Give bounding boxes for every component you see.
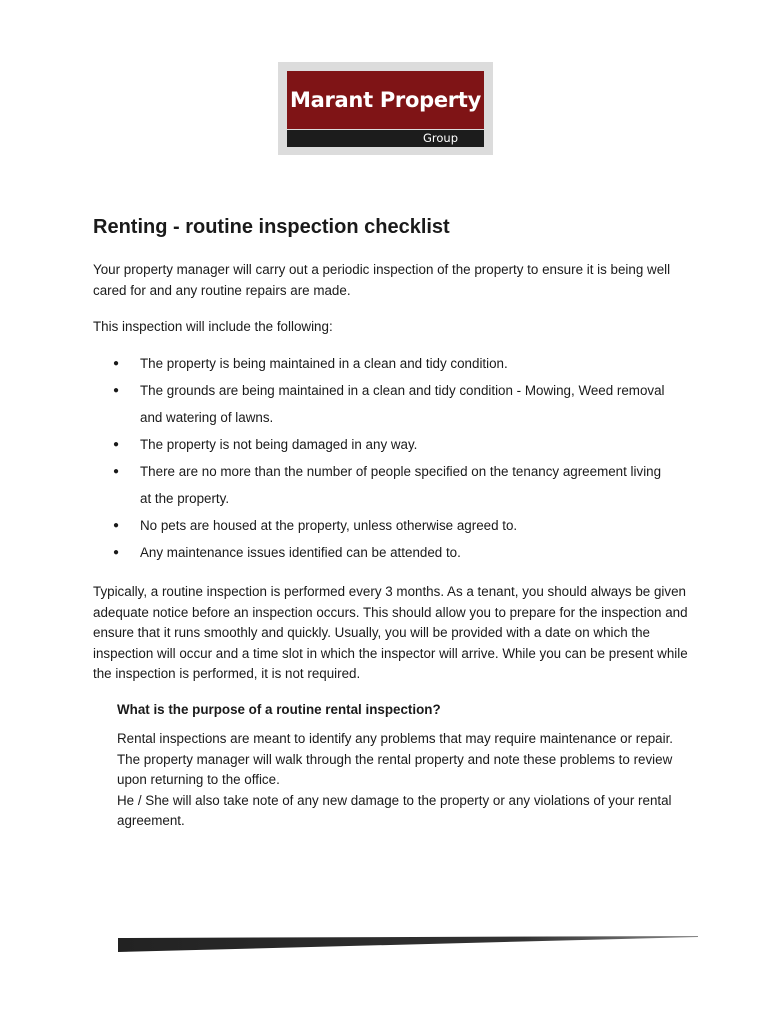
purpose-paragraph [117,729,697,832]
bullet-icon: ● [113,439,120,450]
list-item: ● Any maintenance issues identified can be attended to. [113,539,673,566]
logo-group-label: Group [422,131,458,145]
page-title: Renting - routine inspection checklist [93,216,450,238]
purpose-heading: What is the purpose of a routine rental inspection? [117,702,441,717]
purpose-line: Rental inspections are meant to identify any problems that may require maintenance or repair. [117,731,674,746]
purpose-line: He / She will also take note of any new damage to the property or any violations of your rental agreement. [117,792,672,829]
logo-group-bar [287,130,484,147]
list-item: ● There are no more than the number of people specified on the tenancy agreement living at the property. [113,458,673,512]
lead-paragraph: This inspection will include the following: [93,319,333,334]
logo-name: Marant Property [287,71,484,129]
bullet-icon: ● [113,520,120,531]
list-item: ● The grounds are being maintained in a clean and tidy condition - Mowing, Weed removal and watering of lawns. [113,377,673,431]
list-item: ● The property is not being damaged in any way. [113,431,673,458]
list-item: ● No pets are housed at the property, unless otherwise agreed to. [113,512,673,539]
intro-paragraph: Your property manager will carry out a periodic inspection of the property to ensure it is being well cared for and any routine repairs are made. [93,262,671,298]
company-logo [278,62,493,155]
bullet-icon: ● [113,466,120,477]
bullet-icon: ● [113,547,120,558]
checklist [113,350,673,566]
list-item: ● The property is being maintained in a clean and tidy condition. [113,350,673,377]
bullet-icon: ● [113,385,120,396]
typical-paragraph: Typically, a routine inspection is performed every 3 months. As a tenant, you should always be given adequate notice before an inspection occurs. This should allow you to prepare for the inspection and ensure that it runs smoothly and quickly. Usually, you will be provided with a date on which the inspection will occur and a time slot in which the inspector will arrive. While you can be present while the inspection is performed, it is not required. [93,584,688,682]
footer-divider [118,936,698,954]
purpose-line: The property manager will walk through the rental property and note these problems to review upon returning to the office. [117,751,673,788]
bullet-icon: ● [113,358,120,369]
